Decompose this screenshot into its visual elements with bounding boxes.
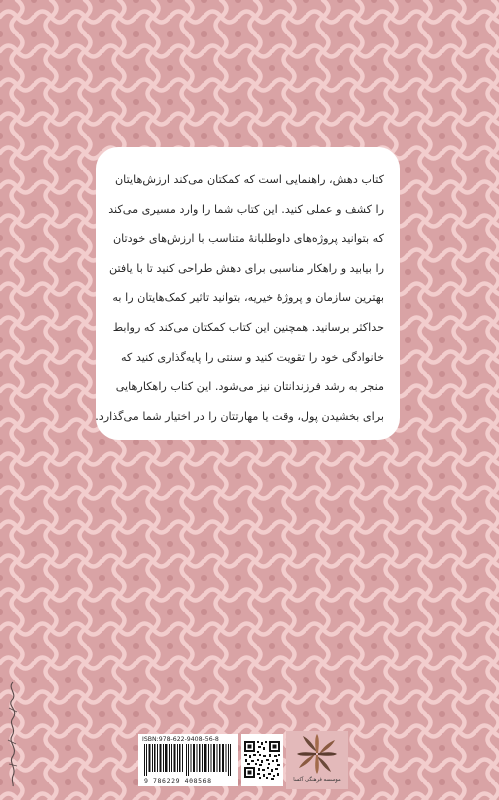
flower-logo-icon: [286, 731, 348, 777]
barcode-bars: [144, 744, 232, 776]
description-box: [96, 147, 400, 440]
description-line: بهترین سازمان و پروژهٔ خیریه، بتوانید تاثیر کمک‌هایتان را به: [112, 291, 384, 305]
description-line: را کشف و عملی کنید. این کتاب شما را وارد مسیری می‌کند: [108, 202, 384, 216]
description-line: برای بخشیدن پول، وقت یا مهارتتان را در اختیار شما می‌گذارد.: [95, 409, 384, 423]
description-line: حداکثر برسانید. همچنین این کتاب کمکتان می‌کند که روابط: [112, 320, 384, 334]
description-line: کتاب دهش، راهنمایی است که کمکتان می‌کند ارزش‌هایتان: [114, 173, 384, 186]
barcode-digits: 9 786229 408568: [144, 777, 212, 785]
publisher-logo: [286, 731, 348, 789]
qr-code-icon: [241, 734, 283, 786]
description-line: که بتوانید پروژه‌های داوطلبانهٔ متناسب با ارزش‌های خودتان: [112, 232, 384, 246]
signature-icon: [4, 678, 22, 788]
description-line: را بیابید و راهکار مناسبی برای دهش طراحی کنید تا با یافتن: [108, 261, 384, 275]
barcode: [138, 734, 238, 786]
isbn-label: ISBN:978-622-9408-56-8: [142, 736, 219, 743]
publisher-name: موسسه فرهنگی آکسا: [293, 777, 341, 783]
description-line: منجر به رشد فرزندانتان نیز می‌شود. این کتاب راهکارهایی: [115, 380, 384, 394]
description-text: [95, 165, 384, 431]
description-line: خانوادگی خود را تقویت کنید و سنتی را پایه‌گذاری کنید که: [120, 350, 384, 364]
